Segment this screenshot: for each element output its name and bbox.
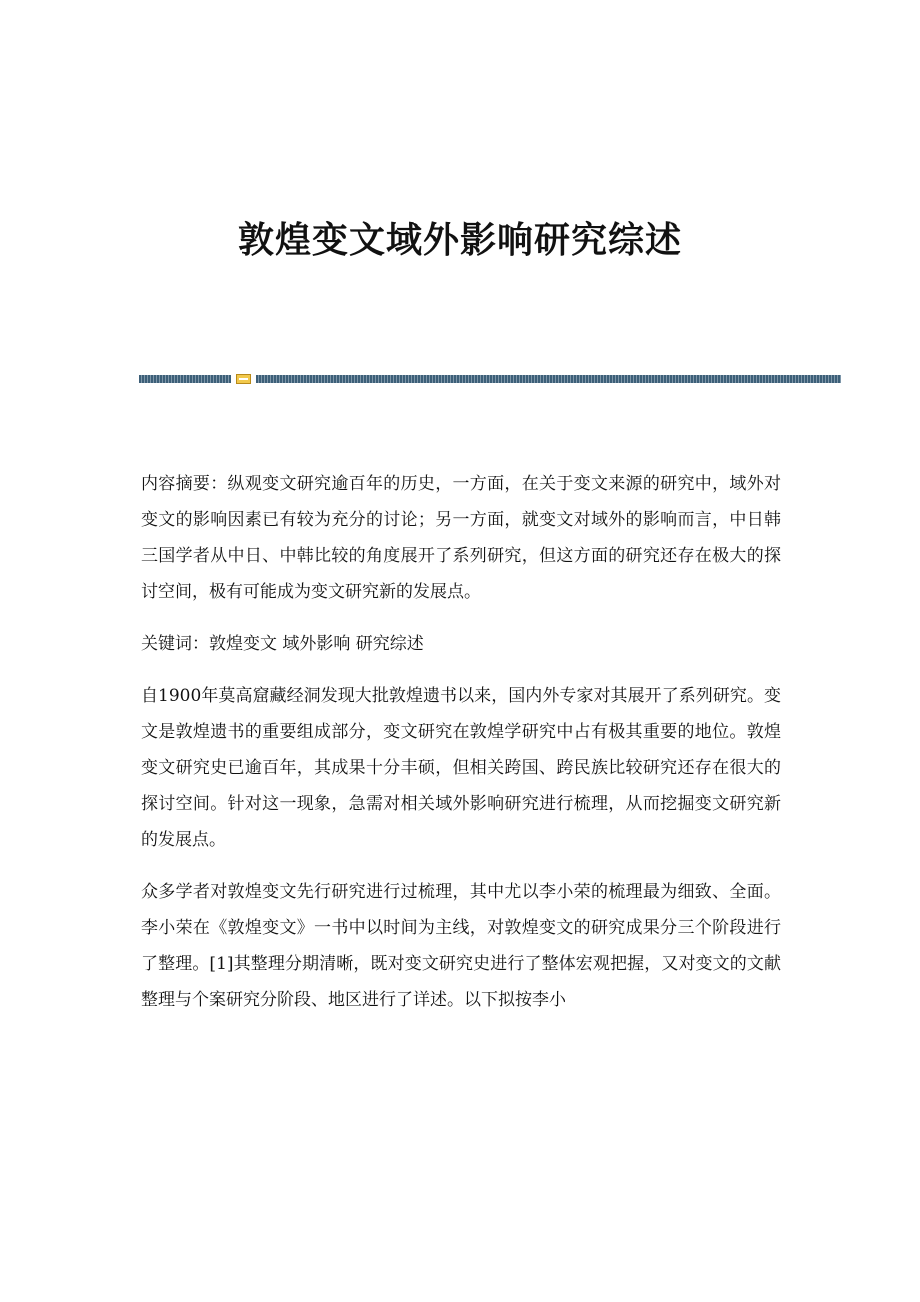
document-body <box>141 466 781 1034</box>
body-paragraph-1: 自1900年莫高窟藏经洞发现大批敦煌遗书以来，国内外专家对其展开了系列研究。变文是敦煌遗书的重要组成部分，变文研究在敦煌学研究中占有极其重要的地位。敦煌变文研究史已逾百年，其成果十分丰硕，但相关跨国、跨民族比较研究还存在很大的探讨空间。针对这一现象，急需对相关域外影响研究进行梳理，从而挖掘变文研究新的发展点。 <box>141 686 781 850</box>
divider-ornament-icon <box>236 374 251 384</box>
document-title: 敦煌变文域外影响研究综述 <box>237 219 682 261</box>
divider-bar-left <box>139 375 231 383</box>
abstract-paragraph: 内容摘要：纵观变文研究逾百年的历史，一方面，在关于变文来源的研究中，域外对变文的影响因素已有较为充分的讨论；另一方面，就变文对域外的影响而言，中日韩三国学者从中日、中韩比较的角度展开了系列研究，但这方面的研究还存在极大的探讨空间，极有可能成为变文研究新的发展点。 <box>141 474 781 602</box>
body-paragraph-2: 众多学者对敦煌变文先行研究进行过梳理，其中尤以李小荣的梳理最为细致、全面。李小荣在《敦煌变文》一书中以时间为主线，对敦煌变文的研究成果分三个阶段进行了整理。[1]其整理分期清晰，既对变文研究史进行了整体宏观把握，又对变文的文献整理与个案研究分阶段、地区进行了详述。以下拟按李小 <box>141 882 781 1010</box>
divider-bar-right <box>256 375 841 383</box>
title-divider <box>139 374 841 384</box>
keywords-line: 关键词：敦煌变文 域外影响 研究综述 <box>141 634 424 654</box>
